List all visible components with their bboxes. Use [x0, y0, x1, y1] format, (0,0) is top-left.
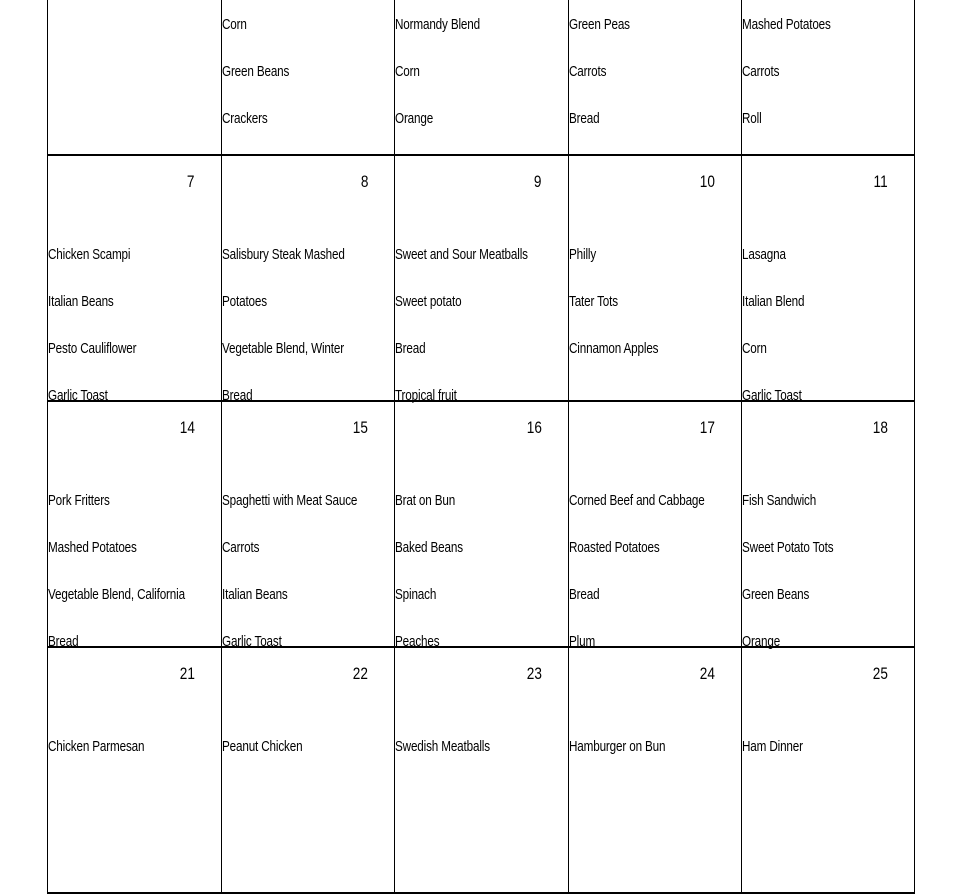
day-number: 23 — [526, 664, 542, 683]
menu-item-list — [222, 723, 325, 770]
menu-item-list — [742, 477, 859, 665]
menu-item: Bread — [221, 387, 253, 404]
menu-item: Green Peas — [568, 16, 630, 33]
menu-item: Roasted Potatoes — [568, 539, 660, 556]
menu-item-list — [395, 231, 565, 419]
menu-item: Normandy Blend — [395, 16, 481, 33]
menu-item: Salisbury Steak Mashed — [221, 246, 345, 263]
day-number: 9 — [534, 172, 542, 191]
menu-item: Baked Beans — [395, 539, 464, 556]
calendar-week-row — [47, 0, 915, 156]
menu-item: Bread — [568, 110, 600, 127]
menu-item: Sweet potato — [395, 293, 462, 310]
menu-item: Chicken Scampi — [48, 246, 131, 263]
calendar-day-cell — [394, 402, 568, 650]
calendar-day-cell — [221, 156, 395, 404]
menu-item: Peanut Chicken — [221, 738, 303, 755]
menu-item: Bread — [568, 586, 600, 603]
menu-item: Garlic Toast — [48, 387, 108, 404]
menu-item-list — [48, 477, 224, 665]
menu-item: Roll — [742, 110, 762, 127]
menu-item: Tropical fruit — [395, 387, 457, 404]
menu-item: Pork Fritters — [48, 492, 110, 509]
menu-item-list — [48, 723, 172, 770]
menu-item-list — [742, 231, 822, 419]
menu-item-list — [222, 477, 395, 665]
day-number: 18 — [872, 418, 888, 437]
menu-item: Green Beans — [742, 586, 810, 603]
calendar-day-cell — [741, 648, 915, 892]
menu-item: Lasagna — [742, 246, 787, 263]
calendar-day-cell — [47, 0, 221, 154]
menu-item: Italian Blend — [742, 293, 805, 310]
menu-item: Chicken Parmesan — [48, 738, 145, 755]
menu-item: Bread — [48, 633, 79, 650]
menu-item: Pesto Cauliflower — [48, 340, 137, 357]
menu-item-list — [742, 723, 820, 770]
menu-item: Corn — [221, 16, 247, 33]
menu-item: Carrots — [221, 539, 259, 556]
menu-item-list — [395, 723, 517, 770]
menu-item-list — [222, 231, 379, 419]
menu-item: Vegetable Blend, Winter — [221, 340, 344, 357]
menu-item: Spaghetti with Meat Sauce — [221, 492, 357, 509]
day-number: 15 — [353, 418, 369, 437]
calendar-day-cell — [741, 402, 915, 650]
menu-item: Sweet and Sour Meatballs — [395, 246, 529, 263]
menu-item: Fish Sandwich — [742, 492, 817, 509]
menu-item-list — [569, 723, 693, 770]
menu-item-list — [569, 231, 684, 419]
menu-item: Ham Dinner — [742, 738, 804, 755]
menu-item: Corn — [742, 340, 768, 357]
calendar-day-cell — [221, 402, 395, 650]
menu-item: Tater Tots — [568, 293, 618, 310]
day-number: 17 — [700, 418, 716, 437]
menu-item-list — [395, 0, 504, 142]
day-number: 7 — [187, 172, 195, 191]
menu-item: Corn — [395, 63, 420, 80]
menu-item: Potatoes — [221, 293, 267, 310]
calendar-day-cell — [394, 648, 568, 892]
menu-item: Sweet Potato Tots — [742, 539, 834, 556]
day-number: 14 — [179, 418, 195, 437]
menu-item: Spinach — [395, 586, 437, 603]
day-number: 16 — [526, 418, 542, 437]
day-number: 10 — [700, 172, 716, 191]
menu-item: Hamburger on Bun — [568, 738, 666, 755]
calendar-day-cell — [568, 402, 742, 650]
calendar-day-cell — [568, 156, 742, 400]
calendar-day-cell — [47, 156, 221, 404]
calendar-day-cell — [568, 0, 742, 154]
day-number: 21 — [179, 664, 195, 683]
calendar-day-cell — [47, 402, 221, 650]
calendar-day-cell — [394, 156, 568, 404]
menu-item-list — [742, 0, 856, 142]
calendar-day-cell — [221, 0, 395, 154]
menu-item: Plum — [568, 633, 595, 650]
calendar-day-cell — [47, 648, 221, 892]
calendar-day-cell — [741, 156, 915, 404]
menu-item: Crackers — [221, 110, 268, 127]
day-number: 11 — [873, 172, 888, 191]
menu-item: Vegetable Blend, California — [48, 586, 185, 603]
menu-item: Mashed Potatoes — [48, 539, 137, 556]
menu-item: Orange — [395, 110, 434, 127]
menu-item: Garlic Toast — [742, 387, 803, 404]
menu-item: Peaches — [395, 633, 440, 650]
menu-item-list — [48, 231, 161, 419]
menu-item: Brat on Bun — [395, 492, 456, 509]
menu-item: Swedish Meatballs — [395, 738, 491, 755]
menu-item-list — [395, 477, 482, 665]
calendar-week-row — [47, 648, 915, 894]
menu-item: Carrots — [742, 63, 780, 80]
calendar-week-row — [47, 402, 915, 648]
menu-item: Corned Beef and Cabbage — [568, 492, 705, 509]
menu-item-list — [569, 0, 647, 142]
menu-item: Mashed Potatoes — [742, 16, 832, 33]
calendar-day-cell — [394, 0, 568, 154]
menu-item: Bread — [395, 340, 426, 357]
menu-item: Cinnamon Apples — [568, 340, 659, 357]
menu-item: Philly — [568, 246, 596, 263]
menu-item-list — [222, 0, 308, 142]
menu-item: Carrots — [568, 63, 607, 80]
menu-item: Orange — [742, 633, 781, 650]
calendar-week-row — [47, 156, 915, 402]
menu-item: Italian Beans — [48, 293, 114, 310]
menu-item-list — [569, 477, 743, 665]
menu-calendar-grid — [47, 0, 915, 894]
day-number: 8 — [360, 172, 369, 191]
day-number: 25 — [872, 664, 888, 683]
menu-item: Italian Beans — [221, 586, 288, 603]
day-number: 24 — [700, 664, 716, 683]
calendar-day-cell — [741, 0, 915, 154]
calendar-day-cell — [221, 648, 395, 892]
day-number: 22 — [353, 664, 369, 683]
menu-item: Green Beans — [221, 63, 289, 80]
calendar-day-cell — [568, 648, 742, 892]
menu-item: Garlic Toast — [221, 633, 282, 650]
